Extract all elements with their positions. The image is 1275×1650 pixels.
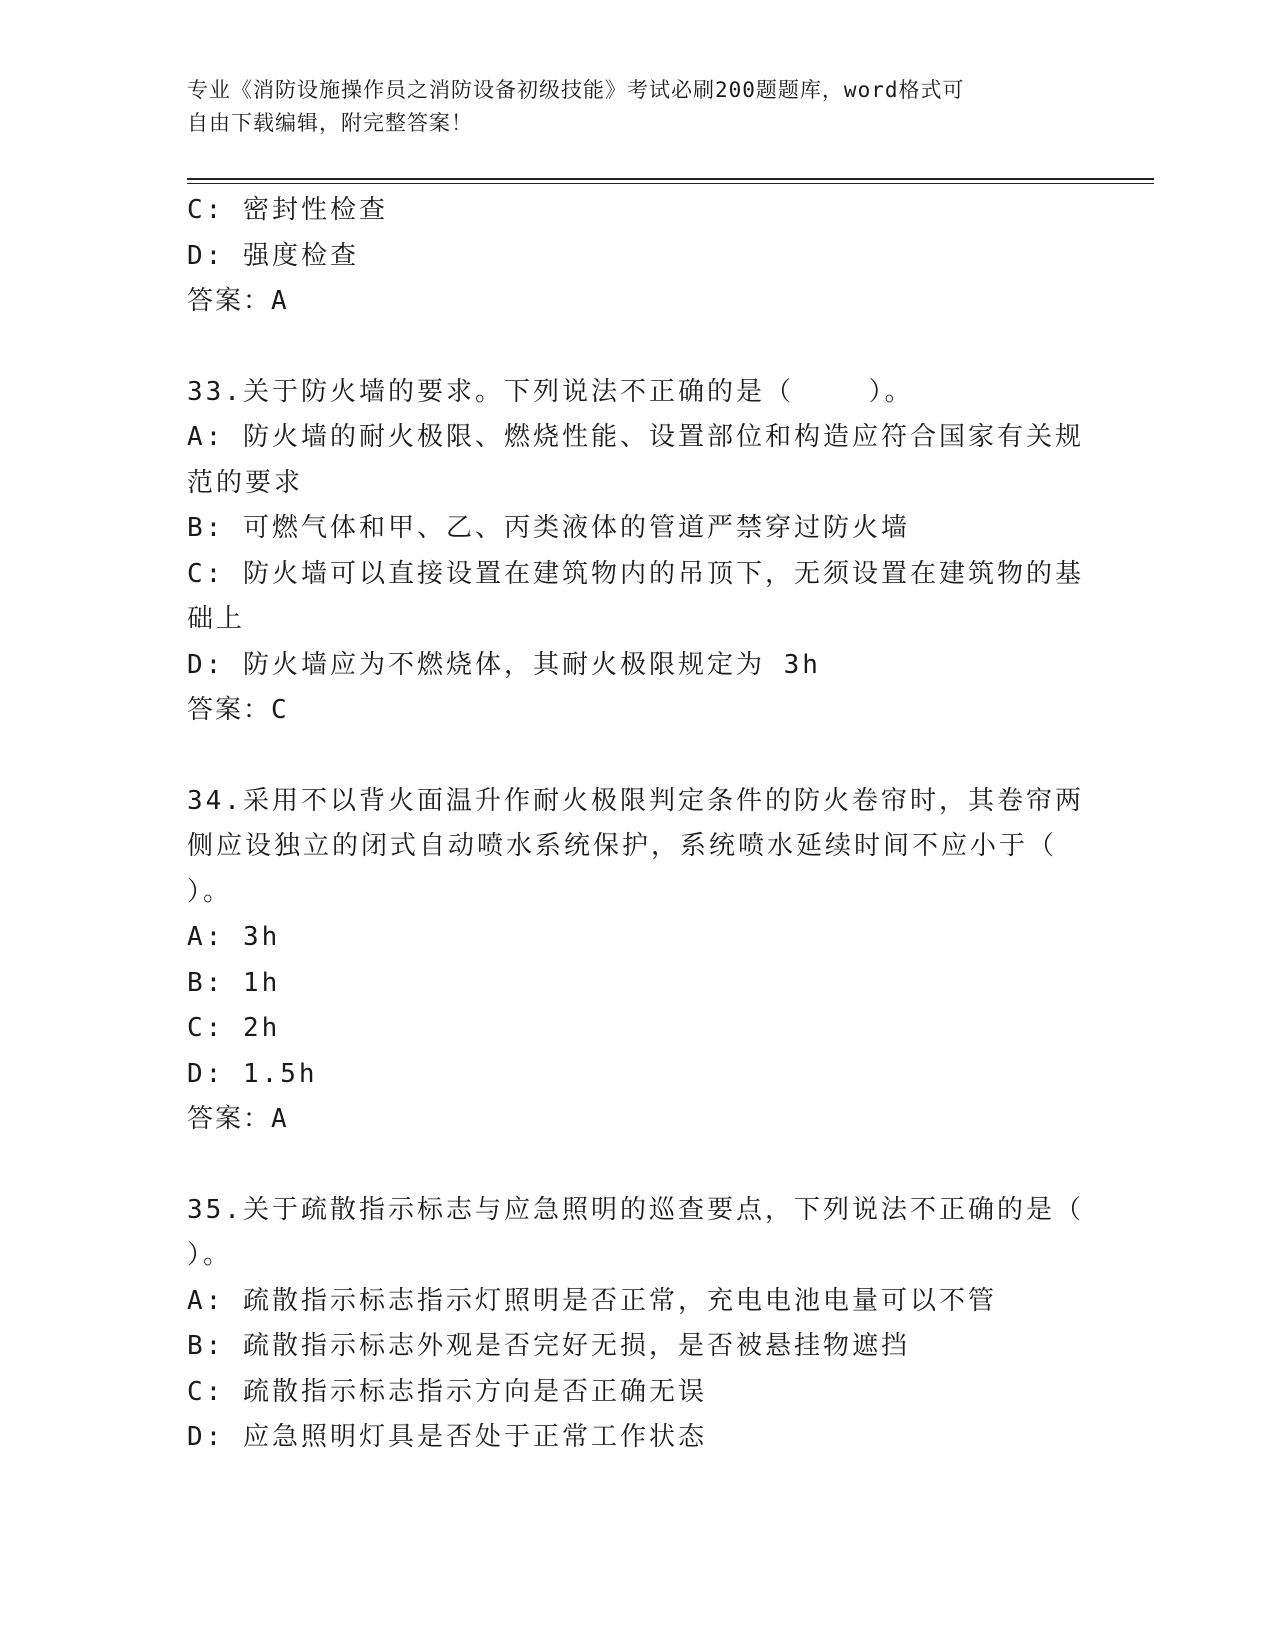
spacer [187, 734, 1087, 779]
option-c: C: 防火墙可以直接设置在建筑物内的吊顶下，无须设置在建筑物的基 [187, 558, 1084, 589]
question-block-34 [187, 779, 1087, 1143]
question-stem-end: ）。 [187, 876, 233, 907]
spacer [187, 1143, 1087, 1188]
question-list [187, 188, 1087, 1461]
option-a: A: 防火墙的耐火极限、燃烧性能、设置部位和构造应符合国家有关规 [187, 422, 1084, 452]
question-stem: 33.关于防火墙的要求。下列说法不正确的是（ ）。 [187, 376, 914, 407]
option-c-continued: 础上 [187, 604, 246, 634]
header-rule-thick [187, 178, 1154, 180]
option-d: D: 强度检查 [187, 240, 359, 271]
option-a-continued: 范的要求 [187, 467, 304, 498]
question-stem: 34.采用不以背火面温升作耐火极限判定条件的防火卷帘时，其卷帘两 [187, 785, 1084, 816]
answer-line: 答案：A [187, 1104, 289, 1134]
option-b: B: 可燃气体和甲、乙、丙类液体的管道严禁穿过防火墙 [187, 513, 910, 543]
option-d: D: 防火墙应为不燃烧体，其耐火极限规定为 3h [187, 649, 821, 680]
header-title-line-1: 专业《消防设施操作员之消防设备初级技能》考试必刷200题题库，word格式可 [187, 78, 965, 102]
option-b: B: 1h [187, 967, 281, 998]
answer-line: 答案：A [187, 286, 289, 316]
question-block-33 [187, 370, 1087, 734]
question-block-32 [187, 188, 1087, 325]
question-stem: 35.关于疏散指示标志与应急照明的巡查要点，下列说法不正确的是（ [187, 1194, 1084, 1225]
option-d: D: 1.5h [187, 1058, 318, 1089]
option-b: B: 疏散指示标志外观是否完好无损，是否被悬挂物遮挡 [187, 1331, 910, 1361]
header-title-line-2: 自由下载编辑，附完整答案！ [187, 111, 473, 135]
option-d: D: 应急照明灯具是否处于正常工作状态 [187, 1422, 707, 1452]
option-a: A: 疏散指示标志指示灯照明是否正常，充电电池电量可以不管 [187, 1285, 997, 1316]
question-stem-continued: 侧应设独立的闭式自动喷水系统保护，系统喷水延续时间不应小于（ [187, 831, 1058, 861]
option-a: A: 3h [187, 922, 281, 952]
option-c: C: 疏散指示标志指示方向是否正确无误 [187, 1376, 707, 1407]
question-stem-end: ）。 [187, 1240, 233, 1270]
answer-line: 答案：C [187, 695, 289, 725]
header-rule-thin [187, 183, 1154, 184]
page-header [187, 74, 1067, 140]
spacer [187, 325, 1087, 370]
option-c: C: 2h [187, 1013, 281, 1043]
question-block-35 [187, 1188, 1087, 1461]
option-c: C: 密封性检查 [187, 195, 388, 225]
